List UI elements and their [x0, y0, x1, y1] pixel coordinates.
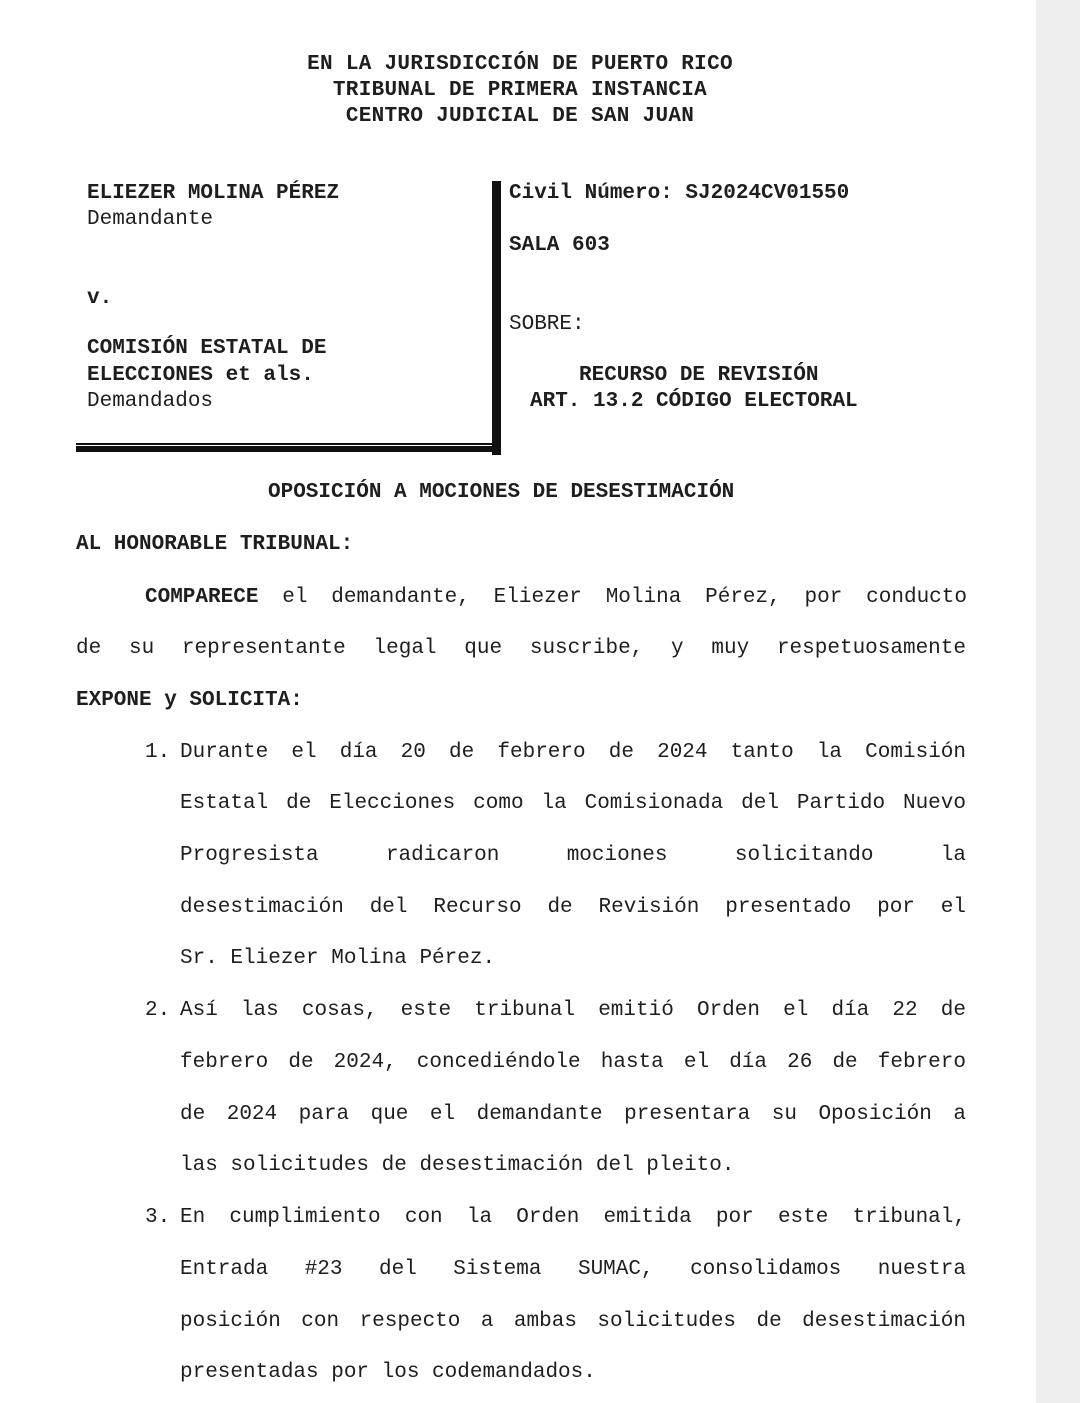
item-3-line3: posición con respecto a ambas solicitudes de desestimación [180, 1310, 966, 1333]
item-1-number: 1. [145, 741, 171, 764]
plaintiff-role: Demandante [87, 208, 214, 231]
document-title: OPOSICIÓN A MOCIONES DE DESESTIMACIÓN [268, 481, 735, 504]
court-center: CENTRO JUDICIAL DE SAN JUAN [345, 105, 695, 128]
sobre-label: SOBRE: [509, 313, 585, 336]
court-name: TRIBUNAL DE PRIMERA INSTANCIA [332, 79, 708, 102]
caption-bottom-rule [76, 446, 501, 452]
item-1-line3: Progresista radicaron mociones solicitando la [180, 844, 966, 867]
item-1-line5: Sr. Eliezer Molina Pérez. [180, 947, 496, 970]
courtroom: SALA 603 [509, 234, 610, 257]
versus: v. [87, 287, 113, 310]
caption-bottom-rule-inner [76, 443, 494, 445]
salutation: AL HONORABLE TRIBUNAL: [76, 533, 354, 556]
plaintiff-name: ELIEZER MOLINA PÉREZ [87, 182, 340, 205]
item-1-line4: desestimación del Recurso de Revisión presentado por el [180, 896, 966, 919]
court-jurisdiction: EN LA JURISDICCIÓN DE PUERTO RICO [307, 53, 733, 76]
intro-line1-rest: el demandante, Eliezer Molina Pérez, por conducto [282, 586, 967, 609]
defendant-name-line1: COMISIÓN ESTATAL DE [87, 337, 327, 360]
item-1-line1: Durante el día 20 de febrero de 2024 tanto la Comisión [180, 741, 966, 764]
scroll-margin [1036, 0, 1080, 1403]
item-3-line1: En cumplimiento con la Orden emitida por este tribunal, [180, 1206, 966, 1229]
item-2-line4: las solicitudes de desestimación del pleito. [180, 1154, 735, 1177]
intro-line3: EXPONE y SOLICITA: [76, 689, 303, 712]
subject-line1: RECURSO DE REVISIÓN [579, 364, 819, 387]
item-2-line1: Así las cosas, este tribunal emitió Orden el día 22 de [180, 999, 966, 1022]
item-3-number: 3. [145, 1206, 171, 1229]
caption-divider [494, 181, 501, 455]
defendant-role: Demandados [87, 390, 214, 413]
item-2-line3: de 2024 para que el demandante presentara su Oposición a [180, 1103, 966, 1126]
defendant-name-line2: ELECCIONES et als. [87, 364, 314, 387]
case-number: Civil Número: SJ2024CV01550 [509, 182, 850, 205]
item-2-number: 2. [145, 999, 171, 1022]
intro-line1 [145, 585, 967, 611]
intro-line2: de su representante legal que suscribe, y muy respetuosamente [76, 637, 966, 660]
item-3-line4: presentadas por los codemandados. [180, 1361, 596, 1384]
item-2-line2: febrero de 2024, concediéndole hasta el día 26 de febrero [180, 1051, 966, 1074]
subject-line2: ART. 13.2 CÓDIGO ELECTORAL [530, 390, 858, 413]
item-1-line2: Estatal de Elecciones como la Comisionada del Partido Nuevo [180, 792, 966, 815]
item-3-line2: Entrada #23 del Sistema SUMAC, consolidamos nuestra [180, 1258, 966, 1281]
intro-bold-word: COMPARECE [145, 586, 259, 609]
